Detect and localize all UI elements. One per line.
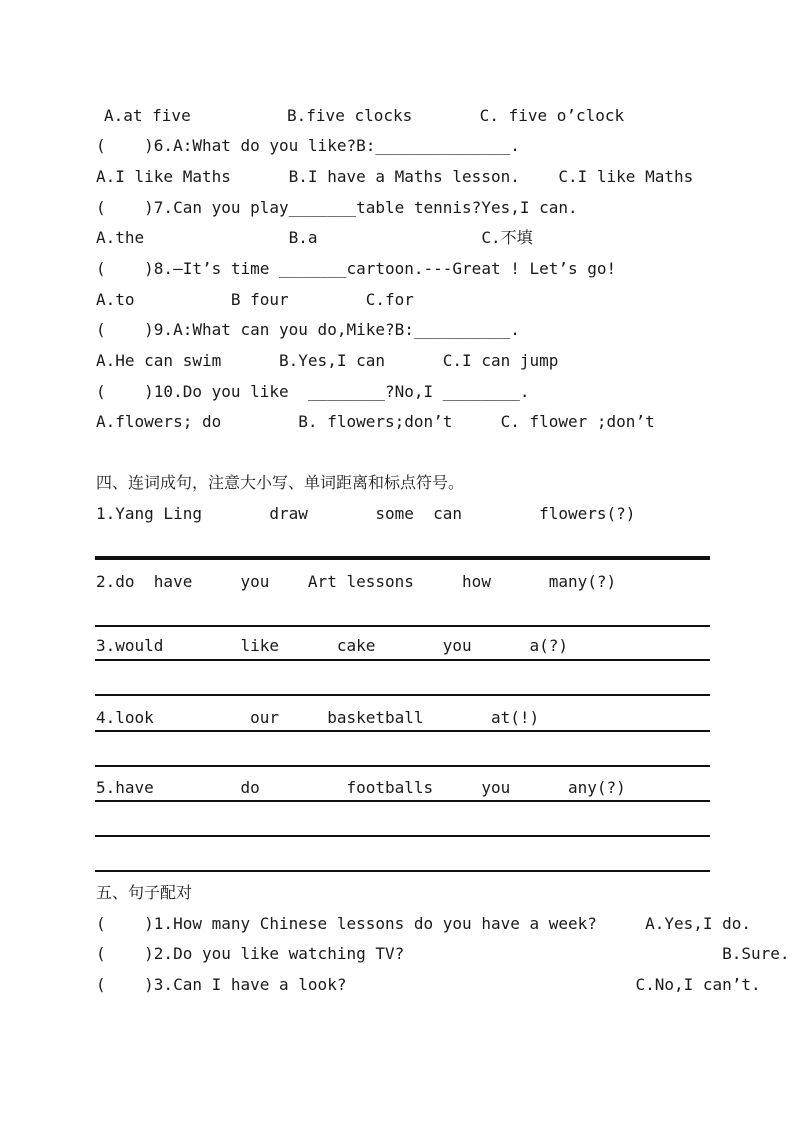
question-8: ( )8.—It’s time _______cartoon.---Great ! Let’s go! (96, 259, 617, 278)
answer-line-1[interactable] (95, 556, 710, 560)
q10-options: A.flowers; do B. flowers;don’t C. flower ;don’t (96, 412, 655, 431)
sentence-5-words: 5.have do footballs you any(?) (96, 778, 626, 797)
q8-options: A.to B four C.for (96, 290, 414, 309)
question-10: ( )10.Do you like ________?No,I ________. (96, 382, 530, 401)
answer-line-4a[interactable] (95, 730, 710, 732)
sentence-3-words: 3.would like cake you a(?) (96, 636, 569, 655)
sentence-4-words: 4.look our basketball at(!) (96, 708, 540, 727)
q7-options: A.the B.a C.不填 (96, 228, 533, 247)
sentence-2-words: 2.do have you Art lessons how many(?) (96, 572, 617, 591)
section-4-title: 四、连词成句，注意大小写、单词距离和标点符号。 (96, 473, 465, 492)
question-7: ( )7.Can you play_______table tennis?Yes,I can. (96, 198, 578, 217)
question-9: ( )9.A:What can you do,Mike?B:__________. (96, 320, 520, 339)
answer-line-5c[interactable] (95, 870, 710, 872)
match-item-2: ( )2.Do you like watching TV? B.Sure. (96, 944, 790, 963)
question-6: ( )6.A:What do you like?B:______________. (96, 136, 520, 155)
answer-line-2[interactable] (95, 625, 710, 627)
answer-line-3a[interactable] (95, 659, 710, 661)
answer-line-3b[interactable] (95, 694, 710, 696)
sentence-1-words: 1.Yang Ling draw some can flowers(?) (96, 504, 636, 523)
q5-options: A.at five B.five clocks C. five o’clock (104, 106, 625, 125)
answer-line-4b[interactable] (95, 765, 710, 767)
match-item-3: ( )3.Can I have a look? C.No,I can’t. (96, 975, 761, 994)
answer-line-5a[interactable] (95, 800, 710, 802)
match-item-1: ( )1.How many Chinese lessons do you have a week? A.Yes,I do. (96, 914, 752, 933)
section-5-title: 五、句子配对 (96, 883, 193, 902)
answer-line-5b[interactable] (95, 835, 710, 837)
q6-options: A.I like Maths B.I have a Maths lesson. C.I like Maths (96, 167, 694, 186)
q9-options: A.He can swim B.Yes,I can C.I can jump (96, 351, 559, 370)
